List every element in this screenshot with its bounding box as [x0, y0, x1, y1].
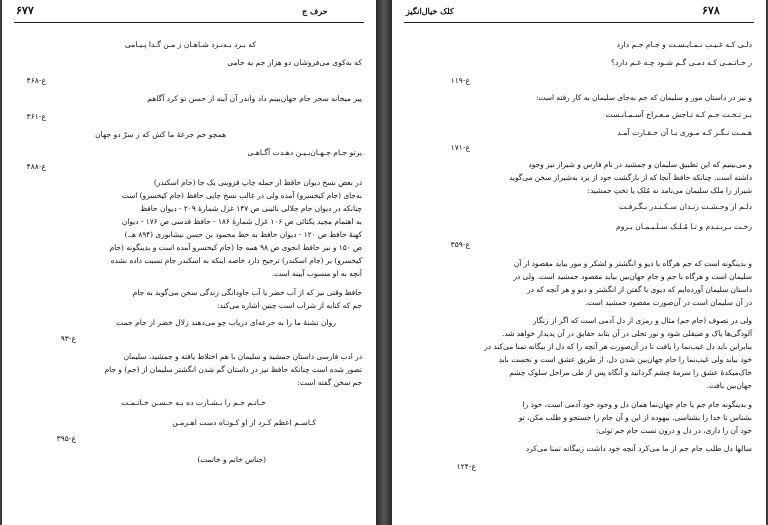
prose-line: خود آن را داری، در دل و درون تست جام جم توئی: — [595, 426, 752, 435]
right-page — [392, 0, 766, 525]
reference: غ-۳۹۵ — [56, 434, 76, 443]
prose-line: و بدینگونه است که جم هرگاه با دیو و انگشتر و لشکر و مور بیاید مقصود از آن — [513, 259, 752, 268]
reference: غ-۱۷۱ — [450, 143, 470, 152]
poem-line: دلـی کـه غـیـب نـمـایـسـت و جـام جـم دارد — [616, 40, 752, 49]
prose-line: آلودگی‌ها پاک و صیقلی شود و نور تجلی در آن بتابد حقایق در آن پدیدار خواهد شد. — [502, 329, 752, 338]
poem-line: دلـم از وحـشـت زنـدان سـکـنـدر بـگـرفـت — [619, 202, 752, 211]
prose-line: ص ۱۵۰ و نیز حافظ انجوی ص ۹۸ همه جا (جام کیخسرو آمده است و بدینگونه (جام — [109, 243, 362, 252]
header-rule — [14, 22, 364, 23]
prose-line: به اهتمام مجید یکتائی ص ۱۰۶ غزل شمارهٔ ۱۸۶ - حافظ قدسی ص ۱۷۶ - دیوان — [121, 217, 362, 226]
prose-line: چنانکه در دیوان جام جلالی نائینی ص ۱۴۷ غزل شمارهٔ ۲۰۹ - دیوان حافظ — [140, 204, 362, 213]
reference: غ-۳۶۱ — [26, 112, 46, 121]
running-title: کلک خیال‌انگیز — [406, 6, 454, 16]
poem-line: که بـرد بـه‌نـزد شـاهـان ز مـن گـدا پـیـامی — [124, 40, 256, 49]
prose-line: سلیمان است و هرگاه با جم و جام جهان‌بین بیاید مقصود جمشید است. ولی در — [513, 272, 752, 281]
prose-line: جم سخن گفته است: — [297, 378, 362, 387]
page-number: ۶۷۸ — [702, 4, 720, 17]
prose-line: کیخسرو) بر (جام اسکندر) ترجیح دارد خاصه اینکه به اسکندر جام نسبت داده نشده — [110, 256, 362, 265]
poem-line: سالها دل طلب جام جم از ما می‌کرد آنچه خود داشت زبیگانه تمنا می‌کرد — [525, 444, 752, 453]
reference: غ-۴۸۸ — [26, 162, 46, 171]
reference: غ-۹۳ — [60, 334, 76, 343]
prose-line: (جناس خاتم و خاتمت) — [197, 455, 266, 464]
prose-line: بنابراین باید دل غیب‌نما را یافت تا در آن‌صورت هر آنچه را که دل از بیگانه تمنا می‌کند در — [484, 342, 752, 351]
prose-line: در آن سلیمان است در آن‌صورت مقصود جمشید است. — [584, 298, 752, 307]
page-number: ۶۷۷ — [16, 4, 34, 17]
poem-line: پیر میخانه سحر جام جهان‌بینم داد واندر آن آینه از حسن تو کرد آگاهم — [147, 94, 362, 103]
book-gutter — [376, 0, 392, 525]
prose-line: به‌جای (جام کیخسرو) آمده ولی در غالب نسخ چاپی حافظ (جام کیخسرو) است — [121, 191, 362, 200]
prose-line: شیراز را ملک سلیمان می‌نامد نه مُلک یا تختِ جمشید: — [587, 186, 752, 195]
poem-line: کـاسـم اعظم کـرد از او کـوتـاه دست اهـرمـن — [172, 418, 316, 427]
prose-line: جم که کنایه از شراب است چنین اشاره می‌کند: — [216, 301, 362, 310]
prose-line: بشناس تا خدا را بشناسی. بیهوده از این و آن جام را جستجو و طلب مکن، تو — [518, 413, 752, 422]
prose-line: خاک‌میکدهٔ عشق را سرمهٔ چشم گردانید و آنگاه پس از طی مراحل سلوک چشم — [509, 368, 752, 377]
prose-line: و می‌بینیم که این تطبیق سلیمان و جمشید در نام فارس و شیراز نیز وجود — [528, 160, 752, 169]
poem-line: خـاتـم جـم را بـشـارت ده بـه حـسـن خـاتـمـت — [121, 398, 266, 407]
prose-line: در بعض نسخ دیوان حافظ از جمله چاپ قزوینی یک جا (جام اسکندر) — [153, 178, 362, 187]
poem-line: ز خـاتـمـی کـه دمـی گـم شـود چـه غـم دارد؟ — [610, 58, 752, 67]
prose-line: خود بیابد ولی غیب‌نما را جام جهان‌بین شدن دل، از طریق عشق است و نخست باید — [498, 355, 752, 364]
running-title: حرف ج — [302, 6, 328, 16]
reference: غ-۴۶۸ — [26, 76, 46, 85]
header-rule — [404, 22, 754, 23]
prose-line: کهنهٔ حافظ ص ۱۲۰ - دیوان حافظ به خط محمود بن حسن نیشابوری (۸۹۴ هـ.) — [124, 230, 362, 239]
prose-line: در ادب فارسی داستان جمشید و سلیمان با هم اختلاط یافته و جمشید، سلیمان — [123, 352, 362, 361]
poem-line: رخـت بـربـنـدم و تـا مُـلـک سـلـیـمـان بـروم — [616, 222, 752, 231]
prose-line: داشته است. چنانکه حافظ آنجا که از بازگشت خود از یزد به‌شیراز سخن می‌گوید — [509, 173, 752, 182]
poem-line: که به‌کوی می‌فروشان دو هزار جم به جامی — [227, 58, 362, 67]
prose-line: تصور شده است چنانکه حافظ نیز در داستان گم شدن انگشتر سلیمان از (جم) و جام — [104, 365, 362, 374]
poem-line: بـر تـخـت جـم کـه تـاجش مـعـراج آسـمـانـست — [605, 110, 752, 119]
prose-line: حافظ وقتی نیز که از آب خضر یا آب جاودانگی زندگی سخن می‌گوید به جام — [132, 288, 362, 297]
prose-line: و بدینگونه جام جم یا جام جهان‌نما همان دل و وجود خود آدمی است، خود را — [522, 400, 752, 409]
poem-line: هـمـت نـگـر کـه مـوری بـا آن حـقـارت آمـد — [617, 128, 752, 137]
reference: غ-۳۵۹ — [450, 240, 470, 249]
poem-line: همچو جم جرعهٔ ما کش که ز سرّ دو جهان — [95, 130, 226, 139]
prose-line: و نیز در داستان مور و سلیمان که جم به‌جای سلیمان به کار رفته است: — [536, 93, 752, 102]
reference: غ-۱۲۴ — [456, 462, 476, 471]
poem-line: روان تشنهٔ ما را به جرعه‌ای دریاب چو می‌دهند زلال خضر از جام جمت — [116, 318, 336, 327]
prose-line: ولی در تصوف (جام جم) مثال و رمزی از دل آدمی است که اگر از زنگار — [533, 316, 752, 325]
reference: غ-۱۱۹ — [450, 76, 470, 85]
poem-line: پرتو جـام جـهـان‌بـیـن دهـدت آگـاهـی — [247, 148, 362, 157]
prose-line: داستان سلیمان آورده‌ایم که دیوی با گفتن از انگشتر و دیو و هر آنچه که در — [527, 285, 752, 294]
prose-line: جهان‌بین یافت. — [706, 381, 752, 390]
prose-line: آنچه به او منسوب آیینه است. — [271, 269, 362, 278]
left-page — [2, 0, 376, 525]
